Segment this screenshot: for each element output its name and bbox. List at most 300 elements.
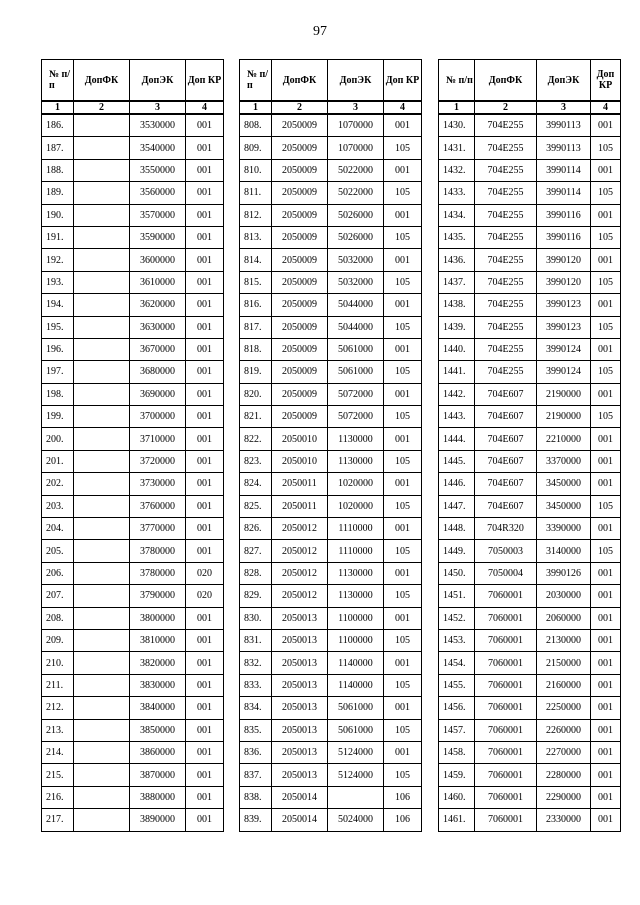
dop-fk-cell: 704E607 bbox=[475, 473, 537, 495]
dop-ek-cell: 1140000 bbox=[328, 652, 384, 674]
dop-kr-cell: 001 bbox=[186, 361, 224, 383]
dop-kr-cell: 001 bbox=[591, 697, 621, 719]
dop-ek-cell: 3550000 bbox=[130, 159, 186, 181]
row-number-cell: 200. bbox=[42, 428, 74, 450]
dop-ek-cell: 3140000 bbox=[537, 540, 591, 562]
row-number-cell: 187. bbox=[42, 137, 74, 159]
dop-ek-cell: 2330000 bbox=[537, 809, 591, 831]
dop-ek-cell: 3820000 bbox=[130, 652, 186, 674]
dop-ek-cell bbox=[328, 786, 384, 808]
dop-kr-cell: 001 bbox=[384, 652, 422, 674]
table-row bbox=[240, 383, 422, 405]
dop-fk-cell: 7050003 bbox=[475, 540, 537, 562]
dop-kr-cell: 001 bbox=[186, 204, 224, 226]
dop-ek-cell: 2250000 bbox=[537, 697, 591, 719]
row-number-cell: 809. bbox=[240, 137, 272, 159]
table-row bbox=[42, 450, 224, 472]
row-number-cell: 1459. bbox=[439, 764, 475, 786]
dop-kr-cell: 001 bbox=[591, 719, 621, 741]
dop-fk-cell: 7060001 bbox=[475, 697, 537, 719]
dop-ek-cell: 3790000 bbox=[130, 585, 186, 607]
table-row bbox=[439, 338, 621, 360]
dop-kr-cell: 001 bbox=[591, 674, 621, 696]
dop-kr-cell: 105 bbox=[384, 406, 422, 428]
dop-ek-cell: 3870000 bbox=[130, 764, 186, 786]
dop-fk-cell bbox=[74, 383, 130, 405]
dop-kr-cell: 001 bbox=[591, 764, 621, 786]
table-row bbox=[439, 114, 621, 137]
dop-fk-cell: 7050004 bbox=[475, 562, 537, 584]
dop-kr-cell: 001 bbox=[186, 809, 224, 831]
dop-ek-cell: 1130000 bbox=[328, 428, 384, 450]
dop-fk-cell: 2050009 bbox=[272, 182, 328, 204]
row-number-cell: 837. bbox=[240, 764, 272, 786]
dop-kr-cell: 001 bbox=[384, 473, 422, 495]
dop-kr-cell: 001 bbox=[591, 249, 621, 271]
row-number-cell: 202. bbox=[42, 473, 74, 495]
dop-fk-cell: 2050013 bbox=[272, 607, 328, 629]
dop-ek-cell: 5026000 bbox=[328, 204, 384, 226]
row-number-cell: 1435. bbox=[439, 226, 475, 248]
table-row bbox=[42, 629, 224, 651]
dop-fk-cell bbox=[74, 518, 130, 540]
row-number-cell: 1453. bbox=[439, 629, 475, 651]
dop-ek-cell: 1020000 bbox=[328, 473, 384, 495]
row-number-cell: 1461. bbox=[439, 809, 475, 831]
dop-kr-cell: 001 bbox=[591, 159, 621, 181]
row-number-cell: 1440. bbox=[439, 338, 475, 360]
dop-kr-cell: 105 bbox=[591, 137, 621, 159]
dop-kr-cell: 001 bbox=[186, 316, 224, 338]
dop-fk-cell bbox=[74, 114, 130, 137]
table-row bbox=[240, 338, 422, 360]
dop-ek-cell: 3630000 bbox=[130, 316, 186, 338]
table-row bbox=[240, 540, 422, 562]
dop-fk-cell: 7060001 bbox=[475, 585, 537, 607]
dop-kr-cell: 105 bbox=[384, 585, 422, 607]
table-row bbox=[240, 674, 422, 696]
dop-ek-cell: 3780000 bbox=[130, 540, 186, 562]
column-number: 4 bbox=[384, 101, 422, 114]
dop-fk-cell: 704E255 bbox=[475, 271, 537, 293]
dop-kr-cell: 001 bbox=[384, 607, 422, 629]
dop-ek-cell: 2290000 bbox=[537, 786, 591, 808]
table-row bbox=[439, 607, 621, 629]
dop-fk-cell: 704E255 bbox=[475, 182, 537, 204]
dop-ek-cell: 1070000 bbox=[328, 114, 384, 137]
table-row bbox=[439, 562, 621, 584]
dop-ek-cell: 3450000 bbox=[537, 473, 591, 495]
dop-fk-cell: 2050009 bbox=[272, 406, 328, 428]
dop-fk-cell bbox=[74, 406, 130, 428]
dop-kr-cell: 105 bbox=[384, 495, 422, 517]
dop-ek-cell: 5026000 bbox=[328, 226, 384, 248]
dop-kr-cell: 001 bbox=[591, 562, 621, 584]
header-kr: Доп КР bbox=[384, 60, 422, 102]
dop-ek-cell: 1140000 bbox=[328, 674, 384, 696]
dop-ek-cell: 3610000 bbox=[130, 271, 186, 293]
dop-ek-cell: 1130000 bbox=[328, 585, 384, 607]
table-row bbox=[240, 271, 422, 293]
table-row bbox=[439, 741, 621, 763]
column-number: 2 bbox=[272, 101, 328, 114]
row-number-cell: 1448. bbox=[439, 518, 475, 540]
table-row bbox=[42, 182, 224, 204]
table-row bbox=[439, 226, 621, 248]
dop-fk-cell: 704R320 bbox=[475, 518, 537, 540]
table-row bbox=[42, 473, 224, 495]
table-row bbox=[439, 652, 621, 674]
table-row bbox=[42, 137, 224, 159]
dop-kr-cell: 001 bbox=[186, 406, 224, 428]
dop-fk-cell: 2050013 bbox=[272, 652, 328, 674]
row-number-cell: 1457. bbox=[439, 719, 475, 741]
row-number-cell: 1438. bbox=[439, 294, 475, 316]
dop-kr-cell: 001 bbox=[186, 518, 224, 540]
dop-ek-cell: 1100000 bbox=[328, 607, 384, 629]
row-number-cell: 216. bbox=[42, 786, 74, 808]
dop-ek-cell: 5072000 bbox=[328, 383, 384, 405]
dop-kr-cell: 001 bbox=[591, 607, 621, 629]
dop-kr-cell: 001 bbox=[384, 562, 422, 584]
column-number: 3 bbox=[328, 101, 384, 114]
dop-ek-cell: 3710000 bbox=[130, 428, 186, 450]
dop-kr-cell: 105 bbox=[384, 226, 422, 248]
row-number-cell: 816. bbox=[240, 294, 272, 316]
table-row bbox=[240, 406, 422, 428]
dop-ek-cell: 5044000 bbox=[328, 294, 384, 316]
dop-ek-cell: 1130000 bbox=[328, 562, 384, 584]
dop-kr-cell: 001 bbox=[384, 159, 422, 181]
row-number-cell: 189. bbox=[42, 182, 74, 204]
table-row bbox=[439, 764, 621, 786]
dop-kr-cell: 001 bbox=[186, 249, 224, 271]
row-number-cell: 1445. bbox=[439, 450, 475, 472]
dop-ek-cell: 3540000 bbox=[130, 137, 186, 159]
table-row bbox=[42, 719, 224, 741]
dop-fk-cell: 7060001 bbox=[475, 786, 537, 808]
table-row bbox=[439, 473, 621, 495]
dop-kr-cell: 001 bbox=[384, 338, 422, 360]
row-number-cell: 1460. bbox=[439, 786, 475, 808]
table-row bbox=[42, 361, 224, 383]
dop-kr-cell: 001 bbox=[384, 518, 422, 540]
dop-ek-cell: 3990124 bbox=[537, 338, 591, 360]
dop-kr-cell: 001 bbox=[186, 294, 224, 316]
table-row bbox=[240, 204, 422, 226]
dop-fk-cell: 2050009 bbox=[272, 383, 328, 405]
table-row bbox=[240, 226, 422, 248]
table-row bbox=[240, 518, 422, 540]
dop-fk-cell: 704E255 bbox=[475, 204, 537, 226]
dop-ek-cell: 5072000 bbox=[328, 406, 384, 428]
table-row bbox=[42, 338, 224, 360]
dop-ek-cell: 3990120 bbox=[537, 249, 591, 271]
dop-kr-cell: 001 bbox=[591, 473, 621, 495]
page-number: 97 bbox=[313, 24, 327, 39]
column-number: 4 bbox=[186, 101, 224, 114]
table-row bbox=[240, 697, 422, 719]
dop-ek-cell: 5061000 bbox=[328, 361, 384, 383]
table-row bbox=[240, 562, 422, 584]
dop-fk-cell: 2050012 bbox=[272, 540, 328, 562]
dop-ek-cell: 3450000 bbox=[537, 495, 591, 517]
dop-ek-cell: 3990114 bbox=[537, 159, 591, 181]
row-number-cell: 1451. bbox=[439, 585, 475, 607]
dop-ek-cell: 3860000 bbox=[130, 741, 186, 763]
header-kr: Доп КР bbox=[591, 60, 621, 102]
row-number-cell: 1430. bbox=[439, 114, 475, 137]
dop-ek-cell: 5032000 bbox=[328, 271, 384, 293]
table-row bbox=[439, 159, 621, 181]
dop-kr-cell: 105 bbox=[384, 137, 422, 159]
dop-kr-cell: 001 bbox=[186, 271, 224, 293]
row-number-cell: 1449. bbox=[439, 540, 475, 562]
table-row bbox=[240, 294, 422, 316]
dop-fk-cell bbox=[74, 361, 130, 383]
dop-ek-cell: 5022000 bbox=[328, 182, 384, 204]
table-row bbox=[439, 518, 621, 540]
dop-fk-cell: 7060001 bbox=[475, 607, 537, 629]
dop-fk-cell: 704E607 bbox=[475, 495, 537, 517]
dop-ek-cell: 5032000 bbox=[328, 249, 384, 271]
dop-ek-cell: 3720000 bbox=[130, 450, 186, 472]
table-row bbox=[42, 518, 224, 540]
dop-ek-cell: 3990116 bbox=[537, 204, 591, 226]
dop-kr-cell: 105 bbox=[384, 271, 422, 293]
dop-fk-cell bbox=[74, 249, 130, 271]
row-number-cell: 1452. bbox=[439, 607, 475, 629]
dop-ek-cell: 3780000 bbox=[130, 562, 186, 584]
row-number-cell: 1436. bbox=[439, 249, 475, 271]
dop-kr-cell: 020 bbox=[186, 585, 224, 607]
dop-fk-cell: 2050011 bbox=[272, 495, 328, 517]
row-number-cell: 190. bbox=[42, 204, 74, 226]
table-row bbox=[42, 652, 224, 674]
row-number-cell: 212. bbox=[42, 697, 74, 719]
row-number-cell: 186. bbox=[42, 114, 74, 137]
table-row bbox=[240, 450, 422, 472]
dop-ek-cell: 3800000 bbox=[130, 607, 186, 629]
table-row bbox=[240, 719, 422, 741]
dop-kr-cell: 001 bbox=[384, 428, 422, 450]
row-number-cell: 819. bbox=[240, 361, 272, 383]
row-number-cell: 822. bbox=[240, 428, 272, 450]
dop-fk-cell: 2050010 bbox=[272, 428, 328, 450]
dop-kr-cell: 001 bbox=[186, 159, 224, 181]
dop-kr-cell: 105 bbox=[591, 361, 621, 383]
header-ek: ДопЭК bbox=[328, 60, 384, 102]
table-row bbox=[240, 786, 422, 808]
dop-fk-cell: 2050009 bbox=[272, 226, 328, 248]
dop-fk-cell: 2050013 bbox=[272, 719, 328, 741]
dop-ek-cell: 3620000 bbox=[130, 294, 186, 316]
dop-kr-cell: 105 bbox=[591, 182, 621, 204]
dop-kr-cell: 001 bbox=[186, 540, 224, 562]
row-number-cell: 834. bbox=[240, 697, 272, 719]
table-row bbox=[240, 585, 422, 607]
dop-ek-cell: 3730000 bbox=[130, 473, 186, 495]
dop-fk-cell bbox=[74, 226, 130, 248]
dop-fk-cell bbox=[74, 182, 130, 204]
row-number-cell: 1433. bbox=[439, 182, 475, 204]
row-number-cell: 817. bbox=[240, 316, 272, 338]
row-number-cell: 1437. bbox=[439, 271, 475, 293]
row-number-cell: 815. bbox=[240, 271, 272, 293]
column-number: 3 bbox=[537, 101, 591, 114]
codes-table-3 bbox=[438, 59, 621, 832]
dop-fk-cell: 704E255 bbox=[475, 114, 537, 137]
column-number-row bbox=[439, 101, 621, 114]
codes-table-2 bbox=[239, 59, 422, 832]
dop-fk-cell: 2050013 bbox=[272, 674, 328, 696]
row-number-cell: 191. bbox=[42, 226, 74, 248]
dop-ek-cell: 5024000 bbox=[328, 809, 384, 831]
table-row bbox=[240, 361, 422, 383]
dop-fk-cell: 704E255 bbox=[475, 361, 537, 383]
row-number-cell: 1444. bbox=[439, 428, 475, 450]
row-number-cell: 818. bbox=[240, 338, 272, 360]
dop-ek-cell: 2210000 bbox=[537, 428, 591, 450]
row-number-cell: 192. bbox=[42, 249, 74, 271]
dop-kr-cell: 105 bbox=[591, 316, 621, 338]
table-row bbox=[42, 674, 224, 696]
row-number-cell: 814. bbox=[240, 249, 272, 271]
dop-fk-cell bbox=[74, 629, 130, 651]
dop-ek-cell: 3990124 bbox=[537, 361, 591, 383]
dop-ek-cell: 3810000 bbox=[130, 629, 186, 651]
table-row bbox=[240, 137, 422, 159]
dop-fk-cell: 7060001 bbox=[475, 652, 537, 674]
row-number-cell: 207. bbox=[42, 585, 74, 607]
dop-kr-cell: 105 bbox=[591, 271, 621, 293]
row-number-cell: 829. bbox=[240, 585, 272, 607]
dop-fk-cell bbox=[74, 473, 130, 495]
dop-ek-cell: 1100000 bbox=[328, 629, 384, 651]
dop-kr-cell: 001 bbox=[591, 114, 621, 137]
dop-fk-cell: 704E255 bbox=[475, 249, 537, 271]
row-number-cell: 1455. bbox=[439, 674, 475, 696]
dop-fk-cell bbox=[74, 159, 130, 181]
table-row bbox=[42, 406, 224, 428]
table-row bbox=[439, 585, 621, 607]
table-row bbox=[42, 226, 224, 248]
table-row bbox=[42, 316, 224, 338]
dop-kr-cell: 001 bbox=[186, 741, 224, 763]
table-row bbox=[439, 361, 621, 383]
dop-kr-cell: 001 bbox=[186, 428, 224, 450]
row-number-cell: 1458. bbox=[439, 741, 475, 763]
dop-ek-cell: 3830000 bbox=[130, 674, 186, 696]
table-row bbox=[42, 159, 224, 181]
dop-ek-cell: 3890000 bbox=[130, 809, 186, 831]
dop-ek-cell: 5022000 bbox=[328, 159, 384, 181]
header-ek: ДопЭК bbox=[130, 60, 186, 102]
table-row bbox=[439, 786, 621, 808]
dop-kr-cell: 001 bbox=[591, 741, 621, 763]
table-row bbox=[42, 271, 224, 293]
dop-kr-cell: 001 bbox=[591, 585, 621, 607]
row-number-cell: 1443. bbox=[439, 406, 475, 428]
dop-ek-cell: 2130000 bbox=[537, 629, 591, 651]
column-number-row bbox=[240, 101, 422, 114]
dop-kr-cell: 001 bbox=[384, 294, 422, 316]
dop-ek-cell: 3600000 bbox=[130, 249, 186, 271]
column-number: 2 bbox=[74, 101, 130, 114]
dop-ek-cell: 3880000 bbox=[130, 786, 186, 808]
dop-kr-cell: 001 bbox=[384, 114, 422, 137]
row-number-cell: 215. bbox=[42, 764, 74, 786]
dop-kr-cell: 001 bbox=[186, 137, 224, 159]
dop-fk-cell bbox=[74, 338, 130, 360]
dop-ek-cell: 2270000 bbox=[537, 741, 591, 763]
table-row bbox=[240, 182, 422, 204]
dop-kr-cell: 001 bbox=[186, 764, 224, 786]
dop-fk-cell: 2050012 bbox=[272, 562, 328, 584]
header-ek: ДопЭК bbox=[537, 60, 591, 102]
header-row bbox=[42, 60, 224, 102]
row-number-cell: 204. bbox=[42, 518, 74, 540]
dop-fk-cell: 2050009 bbox=[272, 361, 328, 383]
dop-kr-cell: 001 bbox=[591, 450, 621, 472]
row-number-cell: 206. bbox=[42, 562, 74, 584]
dop-kr-cell: 106 bbox=[384, 786, 422, 808]
dop-fk-cell: 7060001 bbox=[475, 764, 537, 786]
dop-fk-cell bbox=[74, 652, 130, 674]
dop-kr-cell: 105 bbox=[384, 316, 422, 338]
dop-fk-cell: 2050013 bbox=[272, 764, 328, 786]
table-row bbox=[439, 271, 621, 293]
dop-fk-cell: 2050010 bbox=[272, 450, 328, 472]
dop-ek-cell: 3560000 bbox=[130, 182, 186, 204]
table-row bbox=[240, 159, 422, 181]
column-number: 3 bbox=[130, 101, 186, 114]
dop-ek-cell: 1070000 bbox=[328, 137, 384, 159]
row-number-cell: 820. bbox=[240, 383, 272, 405]
table-row bbox=[42, 294, 224, 316]
row-number-cell: 832. bbox=[240, 652, 272, 674]
dop-kr-cell: 001 bbox=[186, 786, 224, 808]
dop-fk-cell bbox=[74, 697, 130, 719]
table-row bbox=[42, 585, 224, 607]
dop-kr-cell: 001 bbox=[186, 607, 224, 629]
dop-ek-cell: 3530000 bbox=[130, 114, 186, 137]
dop-ek-cell: 2260000 bbox=[537, 719, 591, 741]
dop-fk-cell: 704E607 bbox=[475, 406, 537, 428]
table-row bbox=[439, 428, 621, 450]
dop-ek-cell: 3700000 bbox=[130, 406, 186, 428]
dop-ek-cell: 5124000 bbox=[328, 764, 384, 786]
dop-ek-cell: 2150000 bbox=[537, 652, 591, 674]
dop-fk-cell: 2050009 bbox=[272, 271, 328, 293]
row-number-cell: 824. bbox=[240, 473, 272, 495]
dop-ek-cell: 5061000 bbox=[328, 719, 384, 741]
dop-ek-cell: 3850000 bbox=[130, 719, 186, 741]
row-number-cell: 813. bbox=[240, 226, 272, 248]
dop-kr-cell: 020 bbox=[186, 562, 224, 584]
row-number-cell: 205. bbox=[42, 540, 74, 562]
dop-kr-cell: 001 bbox=[186, 450, 224, 472]
table-row bbox=[42, 697, 224, 719]
table-row bbox=[42, 741, 224, 763]
dop-kr-cell: 105 bbox=[384, 450, 422, 472]
dop-fk-cell: 2050013 bbox=[272, 629, 328, 651]
dop-ek-cell: 2030000 bbox=[537, 585, 591, 607]
row-number-cell: 201. bbox=[42, 450, 74, 472]
dop-fk-cell bbox=[74, 294, 130, 316]
table-row bbox=[42, 249, 224, 271]
dop-kr-cell: 001 bbox=[591, 786, 621, 808]
